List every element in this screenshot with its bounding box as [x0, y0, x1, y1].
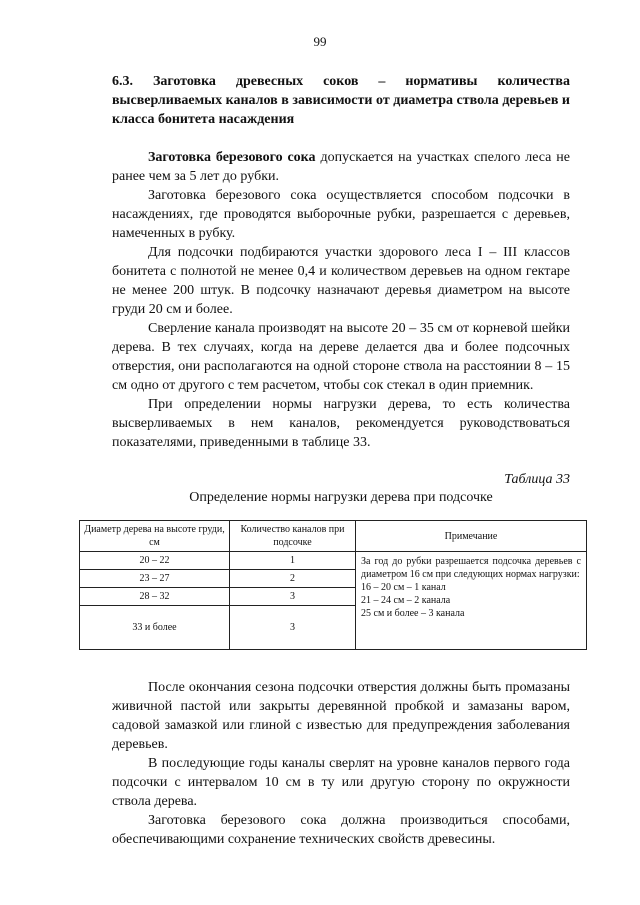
table-row — [80, 552, 587, 570]
note-line: За год до рубки разрешается подсочка деревьев с диаметром 16 см при следующих нормах нагрузки: — [361, 556, 581, 580]
cell-note — [356, 552, 587, 650]
paragraph-site-selection: Для подсочки подбираются участки здорового леса I – III классов бонитета с полнотой не менее 0,4 и количеством деревьев на одном гектаре не менее 200 штук. В подсочку назначают деревья диаметром на высоте груди 20 см и более. — [112, 245, 570, 317]
cell-diameter: 33 и более — [80, 606, 230, 650]
paragraph-load-norm: При определении нормы нагрузки дерева, то есть количества высверливаемых в нем каналов, рекомендуется руководствоваться показателями, приведенными в таблице 33. — [112, 397, 570, 450]
page-number: 99 — [313, 34, 327, 49]
note-line: 21 – 24 см – 2 канала — [361, 595, 451, 606]
paragraph-text: допускается на участках спелого леса не ранее чем за 5 лет до рубки. — [112, 150, 570, 184]
cell-channels: 1 — [230, 552, 356, 570]
load-norm-table — [79, 520, 587, 650]
paragraph-methods: Заготовка березового сока должна производиться способами, обеспечивающими сохранение технических свойств древесины. — [112, 813, 570, 847]
paragraph-bold-term: Заготовка березового сока — [148, 150, 316, 165]
cell-diameter: 23 – 27 — [80, 570, 230, 588]
header-channels: Количество каналов при подсочке — [230, 521, 356, 552]
section-title: 6.3. Заготовка древесных соков – нормативы количества высверливаемых каналов в зависимости от диаметра ствола деревьев и класса бонитета насаждения — [112, 74, 570, 127]
header-note: Примечание — [356, 521, 587, 552]
paragraph-sealing: После окончания сезона подсочки отверстия должны быть промазаны живичной пастой или закрыты деревянной пробкой и замазаны варом, садовой замазкой или глиной с известью для предупреждения заболевания деревьев. — [112, 680, 570, 752]
paragraph-following-years: В последующие годы каналы сверлят на уровне каналов первого года подсочки с интервалом 10 см в ту или другую сторону по окружности ствола дерева. — [112, 756, 570, 809]
document-body — [84, 72, 581, 849]
cell-channels: 3 — [230, 606, 356, 650]
paragraph-drilling-height: Сверление канала производят на высоте 20 – 35 см от корневой шейки дерева. В тех случаях, когда на дереве делается два и более подсочных отверстия, они располагаются на одной стороне ствола на расстоянии 8 – 15 см одно от другого с тем расчетом, чтобы сок стекал в один приемник. — [112, 321, 570, 393]
note-line: 16 – 20 см – 1 канал — [361, 582, 446, 593]
header-diameter: Диаметр дерева на высоте груди, см — [80, 521, 230, 552]
paragraph-birch-sap-harvest — [112, 148, 570, 186]
cell-channels: 2 — [230, 570, 356, 588]
table-label: Таблица 33 — [504, 472, 570, 487]
table-header-row — [80, 521, 587, 552]
cell-channels: 3 — [230, 588, 356, 606]
note-line: 25 см и более – 3 канала — [361, 608, 465, 619]
cell-diameter: 20 – 22 — [80, 552, 230, 570]
cell-diameter: 28 – 32 — [80, 588, 230, 606]
table-title: Определение нормы нагрузки дерева при подсочке — [189, 490, 493, 505]
paragraph-tapping-method: Заготовка березового сока осуществляется способом подсочки в насаждениях, где проводятся выборочные рубки, разрешается с деревьев, намеченных в рубку. — [112, 188, 570, 241]
